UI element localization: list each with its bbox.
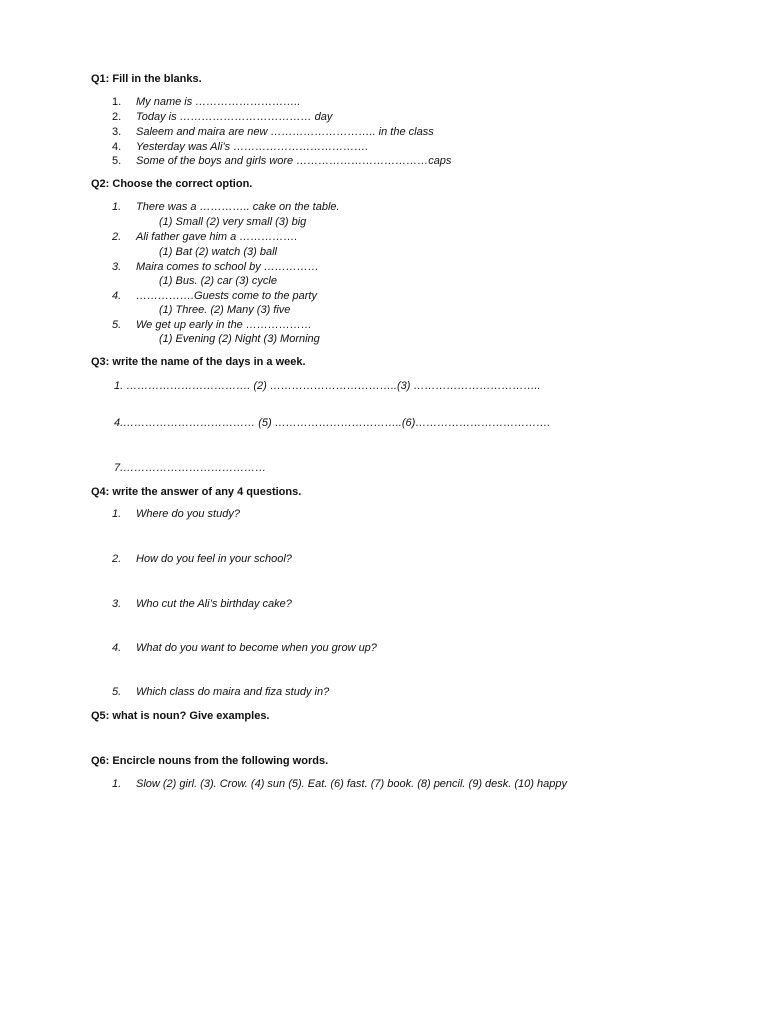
q4-item-2-text: How do you feel in your school? — [136, 553, 292, 565]
q1-item-4-number: 4. — [112, 141, 122, 153]
q6-item-1-text: Slow (2) girl. (3). Crow. (4) sun (5). Eat. (6) fast. (7) book. (8) pencil. (9) desk. (10) happy — [136, 778, 567, 790]
q2-item-2-number: 2. — [112, 231, 122, 243]
q4-item-5-text: Which class do maira and fiza study in? — [136, 686, 330, 698]
q4-item-4-number: 4. — [112, 642, 122, 654]
q2-item-5-text: We get up early in the ……………… — [136, 319, 312, 331]
q4-item-4-text: What do you want to become when you grow up? — [136, 642, 377, 654]
q3-heading: Q3: write the name of the days in a week. — [91, 356, 306, 368]
q1-item-2-text: Today is ……………………………… day — [136, 111, 333, 123]
q5-heading: Q5: what is noun? Give examples. — [91, 710, 270, 722]
q4-item-2-number: 2. — [112, 553, 122, 565]
q2-item-3-options: (1) Bus. (2) car (3) cycle — [159, 275, 277, 287]
q4-item-3-text: Who cut the Ali’s birthday cake? — [136, 598, 292, 610]
q2-item-4-number: 4. — [112, 290, 122, 302]
q3-line-3: 7.………………………………… — [114, 462, 267, 474]
q2-heading: Q2: Choose the correct option. — [91, 178, 253, 190]
q4-item-3-number: 3. — [112, 598, 122, 610]
q2-item-4-text: …………….Guests come to the party — [136, 290, 317, 302]
q1-heading: Q1: Fill in the blanks. — [91, 73, 202, 85]
q2-item-3-text: Maira comes to school by …………… — [136, 261, 319, 273]
q2-item-2-text: Ali father gave him a ……………. — [136, 231, 298, 243]
q1-item-1-text: My name is ……………………….. — [136, 96, 301, 108]
q1-item-2-number: 2. — [112, 111, 122, 123]
q2-item-5-number: 5. — [112, 319, 122, 331]
q1-item-3-number: 3. — [112, 126, 122, 138]
q4-item-5-number: 5. — [112, 686, 122, 698]
q4-heading: Q4: write the answer of any 4 questions. — [91, 486, 302, 498]
q4-item-1-text: Where do you study? — [136, 508, 240, 520]
q6-item-1-number: 1. — [112, 778, 122, 790]
q1-item-4-text: Yesterday was Ali’s ………………………………. — [136, 141, 369, 153]
q3-line-2: 4.……………………………… (5) ……………………………..(6)………………………………. — [114, 417, 551, 429]
q2-item-1-number: 1. — [112, 201, 122, 213]
q2-item-2-options: (1) Bat (2) watch (3) ball — [159, 246, 277, 258]
q2-item-5-options: (1) Evening (2) Night (3) Morning — [159, 333, 320, 345]
q2-item-4-options: (1) Three. (2) Many (3) five — [159, 304, 291, 316]
q6-heading: Q6: Encircle nouns from the following words. — [91, 755, 329, 767]
q4-item-1-number: 1. — [112, 508, 122, 520]
q1-item-1-number: 1. — [112, 96, 122, 108]
q2-item-1-text: There was a ………….. cake on the table. — [136, 201, 340, 213]
q2-item-1-options: (1) Small (2) very small (3) big — [159, 216, 307, 228]
q1-item-5-number: 5. — [112, 155, 122, 167]
q3-line-1: 1. ……………………………. (2) ……………………………..(3) …………………………….. — [114, 380, 541, 392]
q2-item-3-number: 3. — [112, 261, 122, 273]
q1-item-5-text: Some of the boys and girls wore ………………………………caps — [136, 155, 452, 167]
q1-item-3-text: Saleem and maira are new ……………………….. in the class — [136, 126, 434, 138]
